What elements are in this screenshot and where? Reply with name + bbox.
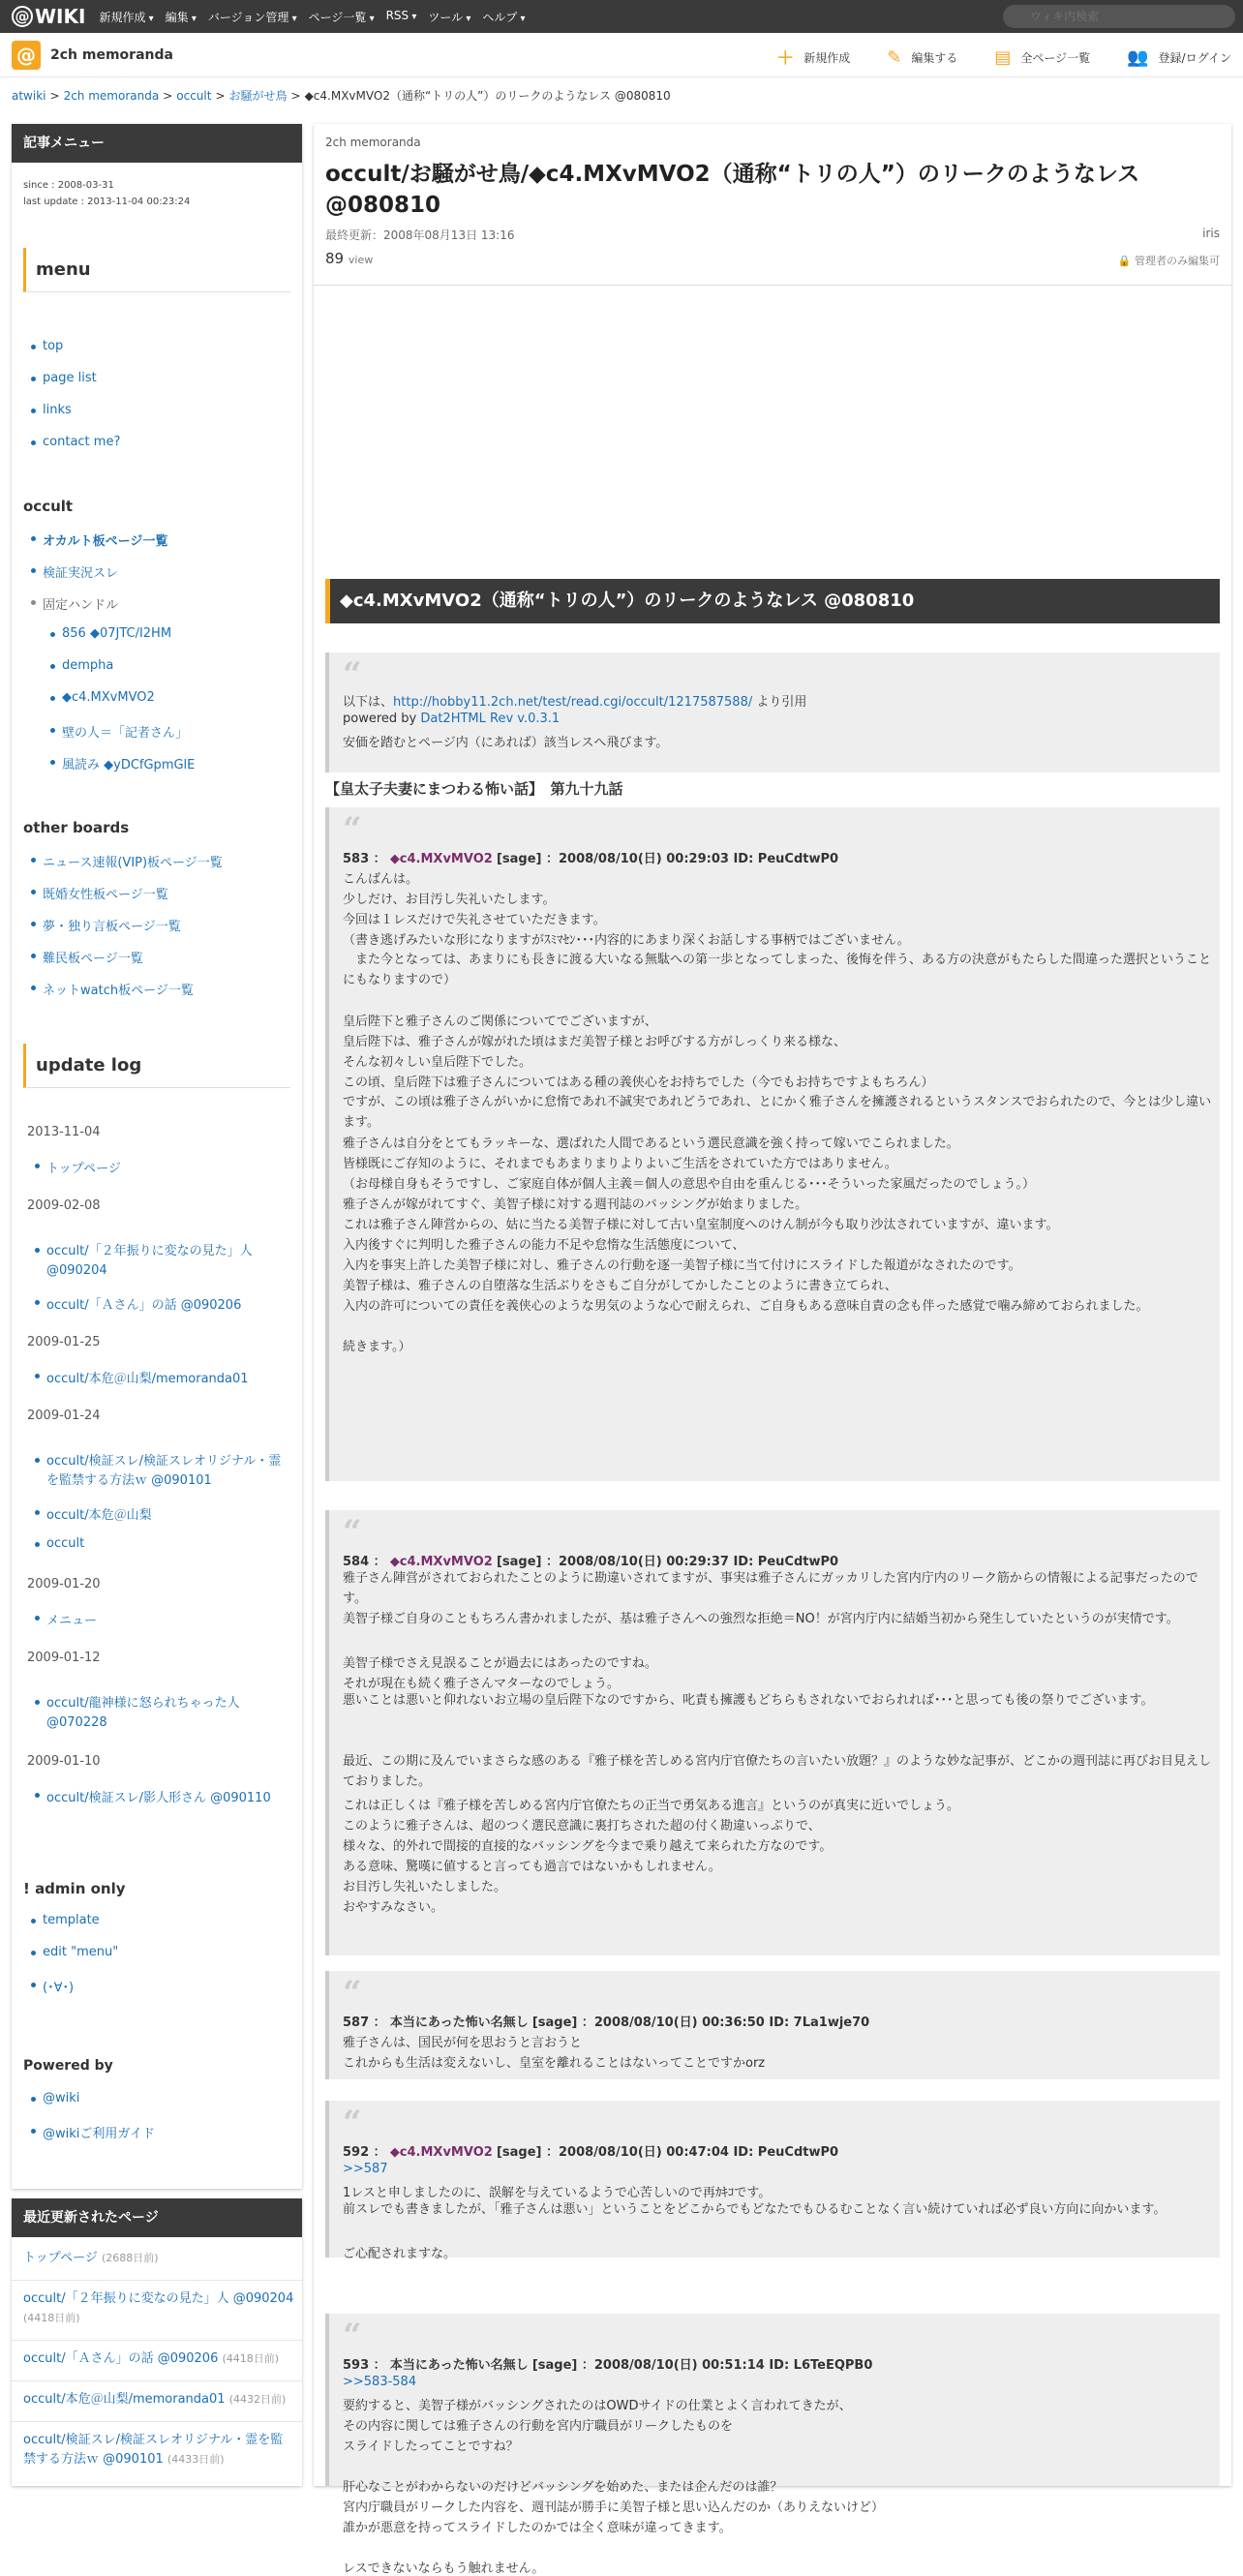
divider: [12, 2421, 302, 2422]
poster-name[interactable]: ◆c4.MXvMVO2: [389, 1555, 493, 1569]
board-yume[interactable]: 夢・独り言板ページ一覧: [43, 920, 181, 934]
author[interactable]: iris: [1202, 227, 1220, 240]
post-line: このように雅子さんは、超のつく選民意識に裏打ちされた超の付く勘違いっぷりで、: [343, 1819, 821, 1834]
all-pages-button[interactable]: [994, 45, 1090, 70]
breadcrumb-osawagase[interactable]: お騒がせ鳥: [228, 89, 288, 103]
post-line: その内容に関しては雅子さんの行動を宮内庁職員がリークしたものを: [343, 2419, 734, 2434]
update-item[interactable]: occult/検証スレ/影人形さん @090110: [46, 1791, 271, 1805]
wiki-search-input[interactable]: [1003, 5, 1235, 28]
post-583: [325, 807, 1220, 1481]
powered-guide[interactable]: @wikiご利用ガイド: [43, 2127, 155, 2141]
post-header: [343, 1551, 838, 1569]
quote-icon: “: [343, 2104, 362, 2142]
update-date: 2009-02-08: [27, 1198, 101, 1213]
all-pages-label: 全ページ一覧: [1020, 50, 1091, 65]
post-line: 1レスと申しましたのに、誤解を与えているようで心苦しいので再ｶｷｺです。: [343, 2186, 772, 2200]
last-update-date: last update : 2013-11-04 00:23:24: [23, 197, 191, 207]
menu-links[interactable]: links: [43, 403, 72, 417]
update-log-heading: update log: [23, 1044, 290, 1088]
post-line: 要約すると、美智子様がバッシングされたのはOWDサイドの仕業とよく言われてきたが、: [343, 2399, 852, 2413]
recent-title: occult/本危＠山梨/memoranda01: [23, 2392, 226, 2407]
post-meta: [sage] ：2008/08/10(日) 00:47:04 ID: PeuCdtwP0: [496, 2145, 839, 2160]
powered-heading: Powered by: [23, 2058, 113, 2074]
post-line: それが現在も続く雅子さんマターなのでしょう。: [343, 1677, 621, 1691]
site-logo-icon[interactable]: @: [12, 41, 41, 70]
post-line: そんな初々しい皇后陛下でした。: [343, 1055, 532, 1070]
story-title: 【皇太子夫妻にまつわる怖い話】 第九十九話: [325, 780, 623, 798]
new-page-label: 新規作成: [803, 50, 851, 65]
breadcrumb-atwiki[interactable]: atwiki: [12, 89, 46, 103]
recent-title: occult/検証スレ/検証スレオリジナル・霊を監禁する方法ｗ @090101: [23, 2433, 284, 2467]
header-actions: [740, 45, 1231, 70]
recent-item[interactable]: [23, 2249, 294, 2268]
post-header: [343, 2141, 838, 2160]
menu-top[interactable]: top: [43, 339, 64, 353]
quote-icon: “: [343, 2317, 362, 2355]
board-netwatch[interactable]: ネットwatch板ページ一覧: [43, 984, 194, 998]
board-nanmin[interactable]: 難民板ページ一覧: [43, 952, 143, 966]
quote-icon: “: [343, 1974, 362, 2013]
handle-dempha[interactable]: dempha: [62, 658, 114, 673]
since-date: since : 2008-03-31: [23, 180, 114, 191]
post-line: また今となっては、あまりにも長きに渡る大いなる無駄への第一歩となってしまった、後悔を伴う、ある方の決意がもたらした間違った選択ということにもなりますので）: [343, 953, 1212, 987]
other-boards-heading: other boards: [23, 819, 130, 836]
post-592: [325, 2101, 1220, 2261]
admin-template[interactable]: template: [43, 1913, 100, 1927]
main-content: [314, 124, 1231, 2576]
atwiki-logo[interactable]: [12, 5, 85, 28]
post-line: 今回は１レスだけで失礼させていただきます。: [343, 913, 606, 927]
update-item[interactable]: occult/「Ａさん」の話 @090206: [46, 1298, 242, 1313]
handle-c4[interactable]: ◆c4.MXvMVO2: [62, 690, 155, 705]
update-item[interactable]: occult/本危＠山梨/memoranda01: [46, 1372, 249, 1386]
nav-help[interactable]: ヘルプ ▾: [482, 9, 525, 25]
post-line: 肝心なことがわからないのだけどバッシングを始めた、または企んだのは誰？: [343, 2480, 783, 2495]
page-title: occult/お騒がせ鳥/◆c4.MXvMVO2（通称“トリの人”）のリークのようなレス @080810: [325, 162, 1140, 218]
post-line: 誰かが悪意を持ってスライドしたのかでは全く意味が違ってきます。: [343, 2521, 732, 2535]
post-line: スライドしたってことですね？: [343, 2440, 519, 2454]
recent-ago: (4418日前): [222, 2352, 280, 2365]
post-line: 雅子さんは、国民が何を思おうと言おうと: [343, 2036, 583, 2050]
admin-face[interactable]: (･∀･): [43, 1981, 75, 1995]
edit-label: 編集する: [911, 50, 958, 65]
post-line: これは雅子さん陣営からの、姑に当たる美智子様に対して古い皇室制度へのけん制が今も取り沙汰されていますが、違います。: [343, 1218, 1059, 1232]
lock-icon: 🔒: [1117, 255, 1132, 267]
breadcrumb-occult[interactable]: occult: [176, 89, 212, 103]
powered-atwiki[interactable]: @wiki: [43, 2091, 80, 2106]
powered-pre: powered by: [343, 712, 421, 726]
recent-pages-panel: [12, 2198, 302, 2486]
site-title[interactable]: 2ch memoranda: [50, 46, 173, 63]
post-line: 前スレでも書きましたが、「雅子さんは悪い」ということをどこからでもどなたでもひるむことなく言い続けていれば必ず良い方向に向かいます。: [343, 2202, 1167, 2217]
post-line: 少しだけ、お目汚し失礼いたします。: [343, 893, 556, 907]
post-line: 皇后陛下は、雅子さんが嫁がれた頃はまだ美智子様とお呼びする方がしっくり来る様な、: [343, 1035, 847, 1049]
quote-icon: “: [343, 1513, 362, 1552]
post-line: 皇后陛下と雅子さんのご関係についてでございますが、: [343, 1015, 657, 1029]
update-item[interactable]: occult/「２年振りに変なの見た」人 @090204: [46, 1244, 253, 1278]
post-meta: [sage] ：2008/08/10(日) 00:29:37 ID: PeuCdtwP0: [496, 1555, 839, 1569]
update-item[interactable]: occult/検証スレ/検証スレオリジナル・霊を監禁する方法ｗ @090101: [46, 1454, 282, 1488]
post-line: この頃、皇后陛下は雅子さんについてはある種の義侠心をお持ちでした（今でもお持ちですよもちろん）: [343, 1076, 934, 1090]
post-line: 美智子様でさえ見誤ることが過去にはあったのですね。: [343, 1656, 657, 1671]
view-label: view: [348, 254, 374, 266]
divider: [314, 285, 1231, 286]
intro-pre: 以下は、: [343, 695, 394, 710]
post-number[interactable]: 583 ：: [343, 852, 386, 866]
recent-title: トップページ: [23, 2251, 98, 2265]
post-header: [343, 848, 838, 866]
post-line: ですが、この頃は雅子さんがいかに怠惰であれ不誠実であれどうであれ、とにかく雅子さんを擁護されるというスタンスでおられたので、今とは少し違います。: [343, 1095, 1212, 1130]
occult-heading: occult: [23, 498, 74, 515]
document-icon: ▤: [994, 46, 1012, 68]
post-593: [325, 2314, 1220, 2576]
menu-heading: menu: [23, 248, 290, 292]
recent-ago: (4418日前): [23, 2312, 80, 2324]
post-line: 宮内庁職員がリークした内容を、週刊誌が勝手に美智子様と思い込んだのか（ありえないけど）: [343, 2500, 885, 2515]
update-date: 2013-11-04: [27, 1125, 101, 1139]
post-line: レスできないならもう触れません。: [343, 2561, 545, 2576]
update-date: 2009-01-12: [27, 1651, 101, 1665]
board-vip[interactable]: ニュース速報(VIP)板ページ一覧: [43, 856, 223, 870]
menu-page-list[interactable]: page list: [43, 371, 97, 385]
source-link[interactable]: http://hobby11.2ch.net/test/read.cgi/occult/1217587588/: [393, 695, 753, 710]
post-line: （お母様自身もそうですし、ご家庭自体が個人主義＝個人の意思や自由を重んじる･･･そういった家風だったのでしょう。）: [343, 1177, 1036, 1192]
intro-powered: [343, 712, 560, 726]
top-bar: [0, 0, 1243, 33]
reply-anchor[interactable]: >>587: [343, 2162, 388, 2176]
handle-kazeyomi[interactable]: 風読み ◆yDCfGpmGlE: [62, 758, 196, 773]
section-heading: ◆c4.MXvMVO2（通称“トリの人”）のリークのようなレス @080810: [325, 579, 1220, 623]
nav-pages[interactable]: ページ一覧 ▾: [309, 9, 375, 25]
article-menu-header: 記事メニュー: [12, 124, 302, 163]
view-count: [325, 250, 373, 267]
divider: [12, 2380, 302, 2381]
poster-name[interactable]: ◆c4.MXvMVO2: [389, 2145, 493, 2160]
site-header: [0, 33, 1243, 77]
breadcrumb-site[interactable]: 2ch memoranda: [63, 89, 160, 103]
intro-note: 安価を踏むとページ内（にあれば）該当レスへ飛びます。: [343, 736, 669, 750]
update-item[interactable]: occult/龍神様に怒られちゃった人 @070228: [46, 1696, 240, 1730]
post-line: 雅子さん陣営がされておられたことのように勘違いされてますが、事実は雅子さんにガッカリした宮内庁内のリーク筋からの情報による記事だったのです。: [343, 1571, 1198, 1606]
pencil-icon: ✎: [887, 46, 902, 68]
post-line: ある意味、驚嘆に値すると言っても過言ではないかもしれません。: [343, 1860, 721, 1874]
poster-name[interactable]: ◆c4.MXvMVO2: [389, 852, 493, 866]
nav-new[interactable]: 新規作成 ▾: [99, 9, 153, 25]
handle-856[interactable]: 856 ◆07JTC/I2HM: [62, 626, 172, 641]
post-line: （書き逃げみたいな形になりますがｽﾐﾏｾﾝ･･･内容的にあまり深くお話しする事柄ではございません。: [343, 933, 910, 948]
post-584: [325, 1510, 1220, 1955]
nav-edit[interactable]: 編集 ▾: [166, 9, 197, 25]
top-nav: [99, 9, 536, 25]
lock-info: [1118, 253, 1220, 268]
post-number[interactable]: 587 ：: [343, 2015, 386, 2030]
recent-ago: (4433日前): [167, 2453, 225, 2466]
login-label: 登録/ログイン: [1158, 50, 1231, 65]
recent-title: occult/「２年振りに変なの見た」人 @090204: [23, 2291, 294, 2306]
recent-item[interactable]: [23, 2390, 294, 2409]
post-header: [343, 2012, 869, 2030]
menu-contact[interactable]: contact me?: [43, 435, 121, 449]
divider: [12, 2340, 302, 2341]
update-date: 2009-01-25: [27, 1335, 101, 1349]
post-line: 悪いことは悪いと仰れないお立場の皇后陛下なのですから、叱責も擁護もどちらもされないでおられれば･･･と思っても後の祭りでございます。: [343, 1693, 1154, 1708]
post-meta: [sage] ：2008/08/10(日) 00:36:50 ID: 7La1wje70: [531, 2015, 870, 2030]
recent-ago: (4432日前): [228, 2393, 287, 2406]
quote-icon: “: [343, 810, 362, 849]
admin-edit-menu[interactable]: edit "menu": [43, 1945, 119, 1959]
post-line: 美智子様ご自身のこともちろん書かれましたが、基は雅子さんへの強烈な拒絶＝NO！が宮内庁内に結婚当初から発生していたというのが実情です。: [343, 1612, 1179, 1626]
update-item[interactable]: occult/本危＠山梨: [46, 1508, 152, 1523]
update-date: 2009-01-24: [27, 1409, 101, 1423]
post-meta: [sage] ：2008/08/10(日) 00:29:03 ID: PeuCdtwP0: [496, 852, 839, 866]
divider: [12, 2280, 302, 2281]
nav-tools[interactable]: ツール ▾: [428, 9, 470, 25]
post-line: 雅子さんは自分をとてもラッキーな、選ばれた人間であるという選民意識を強く持って嫁いでこられました。: [343, 1136, 959, 1151]
post-line: 続きます。）: [343, 1340, 411, 1354]
post-header: [343, 2354, 872, 2373]
post-line: これからも生活は変えないし、皇室を離れることはないってことですかorz: [343, 2056, 766, 2071]
post-line: おやすみなさい。: [343, 1900, 444, 1915]
poster-name: 本当にあった怖い名無し: [389, 2015, 529, 2030]
intro-source: [343, 691, 806, 710]
recent-ago: (2688日前): [101, 2252, 159, 2264]
intro-post: より引用: [752, 695, 807, 710]
post-line: 皆様既にご存知のように、それまでもあまりまりよりよいご生活をされていた方ではありません。: [343, 1157, 897, 1171]
post-587: [325, 1971, 1220, 2079]
admin-heading: ! admin only: [23, 1880, 126, 1897]
occult-page-list-link[interactable]: オカルト板ページ一覧: [43, 534, 168, 549]
verify-thread-link[interactable]: 検証実況スレ: [43, 566, 119, 581]
update-date: 2009-01-20: [27, 1577, 101, 1591]
edit-button[interactable]: [887, 45, 957, 70]
post-line: 入内の許可についての責任を義侠心のような男気のような心で耐えられ、ご自身もある意味自責の念も伴った感覚で噛み締めておられました。: [343, 1299, 1149, 1314]
update-item[interactable]: メニュー: [46, 1614, 98, 1628]
dat2html-link[interactable]: Dat2HTML Rev v.0.3.1: [420, 712, 561, 726]
post-number[interactable]: 584 ：: [343, 1555, 386, 1569]
logo-text: WIKI: [35, 5, 86, 28]
post-line: ご心配されますな。: [343, 2247, 457, 2261]
recent-title: occult/「Ａさん」の話 @090206: [23, 2351, 219, 2366]
handle-kabe[interactable]: 壁の人＝「記者さん」: [62, 726, 189, 741]
recent-pages-header: 最近更新されたページ: [12, 2198, 302, 2237]
post-meta: [sage] ：2008/08/10(日) 00:51:14 ID: L6TeEQPB0: [531, 2358, 873, 2373]
view-number: 89: [325, 250, 345, 267]
update-item[interactable]: トップページ: [46, 1162, 121, 1176]
update-item[interactable]: occult: [46, 1536, 85, 1551]
post-line: 最近、この期に及んでいまさらな感のある『雅子様を苦しめる宮内庁官僚たちの言いたい放題？』のような妙な記事が、どこかの週刊誌に再びお目見えしておりました。: [343, 1754, 1212, 1789]
post-number[interactable]: 592 ：: [343, 2145, 386, 2160]
post-line: 様々な、的外れで間接的直接的なバッシングを今まで乗り越えて来られた方なのです。: [343, 1839, 833, 1854]
poster-name: 本当にあった怖い名無し: [389, 2358, 529, 2373]
quote-icon: “: [343, 655, 362, 694]
lock-label: 管理者のみ編集可: [1135, 255, 1220, 267]
login-button[interactable]: [1127, 45, 1231, 70]
recent-item[interactable]: [23, 2289, 294, 2328]
reply-anchor[interactable]: >>583-584: [343, 2375, 417, 2389]
post-line: これは正しくは『雅子様を苦しめる宮内庁官僚たちの正当で勇気ある進言』というのが真実に近いでしょう。: [343, 1799, 960, 1813]
post-line: こんばんは。: [343, 872, 419, 887]
nav-rss[interactable]: RSS ▾: [386, 9, 417, 25]
plus-icon: ＋: [776, 48, 795, 69]
sidebar: [12, 124, 302, 2189]
post-number[interactable]: 593 ：: [343, 2358, 386, 2373]
breadcrumb: atwiki > 2ch memoranda > occult > お騒がせ鳥 > ◆c4.MXvMVO2（通称“トリの人”）のリークのようなレス @080810: [12, 89, 671, 103]
at-icon: @: [12, 6, 33, 27]
nav-version[interactable]: バージョン管理 ▾: [208, 9, 297, 25]
post-line: 入内を事実上許した美智子様に対し、雅子さんの行動を逐一美智子様に当て付けにスライドした報道がなされたのです。: [343, 1258, 1021, 1273]
breadcrumb-current: ◆c4.MXvMVO2（通称“トリの人”）のリークのようなレス @080810: [304, 89, 671, 103]
intro-quote: [325, 652, 1220, 773]
new-page-button[interactable]: [776, 45, 850, 70]
fixed-handles-label: 固定ハンドル: [43, 598, 119, 613]
post-line: 入内後すぐに判明した雅子さんの能力不足や怠惰な生活態度について、: [343, 1238, 745, 1253]
recent-item[interactable]: [23, 2431, 294, 2470]
recent-item[interactable]: [23, 2349, 294, 2369]
post-line: 雅子さんが嫁がれてすぐ、美智子様に対する週刊誌のバッシングが始まりました。: [343, 1197, 808, 1212]
user-add-icon: 👥: [1127, 46, 1149, 68]
post-anchor-line: [343, 2162, 388, 2176]
last-modified: 最終更新：2008年08月13日 13:16: [325, 228, 515, 242]
post-line: 美智子様は、雅子さんの自堕落な生活ぶりをさもご自分がしてかしたことのように書き立てられ、: [343, 1279, 897, 1293]
post-line: お目汚し失礼いたしました。: [343, 1880, 507, 1894]
post-anchor-line: [343, 2375, 416, 2389]
page-crumb[interactable]: 2ch memoranda: [325, 136, 421, 149]
board-kikon[interactable]: 既婚女性板ページ一覧: [43, 888, 168, 902]
update-date: 2009-01-10: [27, 1754, 101, 1769]
